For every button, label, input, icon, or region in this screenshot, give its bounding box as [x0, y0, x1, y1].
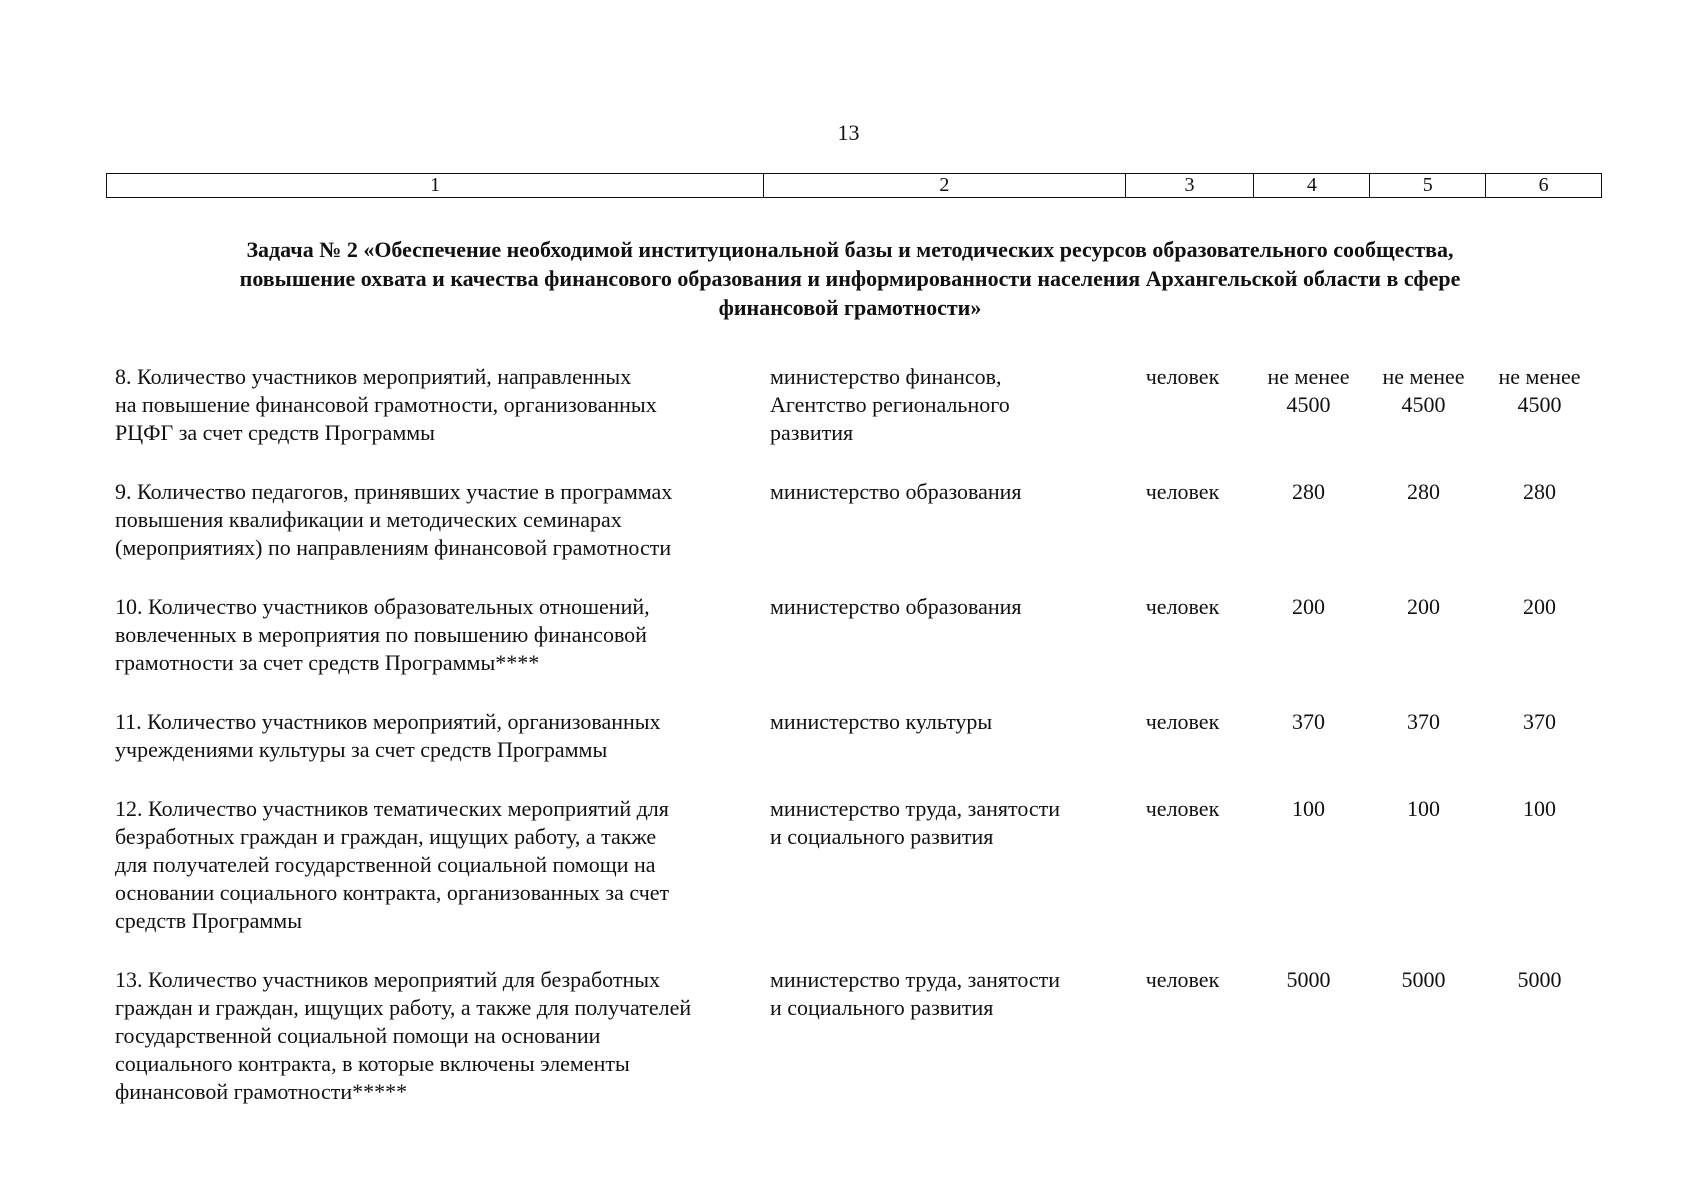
unit: человек — [1145, 796, 1220, 821]
value-col-5: 200 — [1407, 594, 1440, 619]
value-col-4: 100 — [1292, 796, 1325, 821]
value-col-4: 200 — [1292, 594, 1325, 619]
value-col-6: 370 — [1523, 709, 1556, 734]
responsible-body: министерство образования — [770, 594, 1022, 619]
page-number: 13 — [837, 120, 860, 145]
value-col-4: 280 — [1292, 479, 1325, 504]
indicator-name: 10. Количество участников образовательных отношений, вовлеченных в мероприятия по повышению финансовой грамотности за счет средств Программы**** — [115, 594, 650, 675]
indicator-name: 13. Количество участников мероприятий для безработных граждан и граждан, ищущих работу, а также для получателей государственной социальной помощи на основании социального контракта, в которые включены элементы финансовой грамотности***** — [115, 967, 692, 1104]
value-col-5: 280 — [1407, 479, 1440, 504]
indicator-name: 12. Количество участников тематических мероприятий для безработных граждан и граждан, ищущих работу, а также для получателей государственной социальной помощи на основании социального контракта, организованных за счет средств Программы — [115, 796, 670, 933]
header-col-3: 3 — [1126, 174, 1255, 197]
value-col-4: 5000 — [1286, 967, 1331, 992]
header-col-5: 5 — [1370, 174, 1486, 197]
value-col-5: 5000 — [1401, 967, 1446, 992]
value-col-4: не менее 4500 — [1267, 364, 1350, 417]
unit: человек — [1145, 594, 1220, 619]
value-col-6: 280 — [1523, 479, 1556, 504]
responsible-body: министерство финансов, Агентство регионального развития — [770, 364, 1010, 445]
value-col-5: 100 — [1407, 796, 1440, 821]
value-col-5: не менее 4500 — [1382, 364, 1465, 417]
responsible-body: министерство образования — [770, 479, 1022, 504]
responsible-body: министерство труда, занятости и социального развития — [770, 796, 1061, 849]
responsible-body: министерство труда, занятости и социального развития — [770, 967, 1061, 1020]
unit: человек — [1145, 709, 1220, 734]
column-number-header — [106, 173, 1602, 198]
responsible-body: министерство культуры — [770, 709, 993, 734]
header-col-1: 1 — [107, 174, 764, 197]
value-col-4: 370 — [1292, 709, 1325, 734]
unit: человек — [1145, 479, 1220, 504]
header-col-4: 4 — [1254, 174, 1370, 197]
indicator-name: 11. Количество участников мероприятий, организованных учреждениями культуры за счет средств Программы — [115, 709, 661, 762]
value-col-6: 100 — [1523, 796, 1556, 821]
header-col-2: 2 — [764, 174, 1126, 197]
section-title: Задача № 2 «Обеспечение необходимой институциональной базы и методических ресурсов образовательного сообщества, повышение охвата и качества финансового образования и информированности населения Архангельской области в сфере финансовой грамотности» — [239, 237, 1461, 320]
indicator-name: 8. Количество участников мероприятий, направленных на повышение финансовой грамотности, организованных РЦФГ за счет средств Программы — [115, 364, 657, 445]
value-col-6: 5000 — [1517, 967, 1562, 992]
header-col-6: 6 — [1538, 174, 1549, 196]
unit: человек — [1145, 364, 1220, 389]
value-col-6: не менее 4500 — [1498, 364, 1581, 417]
indicator-name: 9. Количество педагогов, принявших участие в программах повышения квалификации и методических семинарах (мероприятиях) по направлениям финансовой грамотности — [115, 479, 673, 560]
unit: человек — [1145, 967, 1220, 992]
value-col-5: 370 — [1407, 709, 1440, 734]
value-col-6: 200 — [1523, 594, 1556, 619]
